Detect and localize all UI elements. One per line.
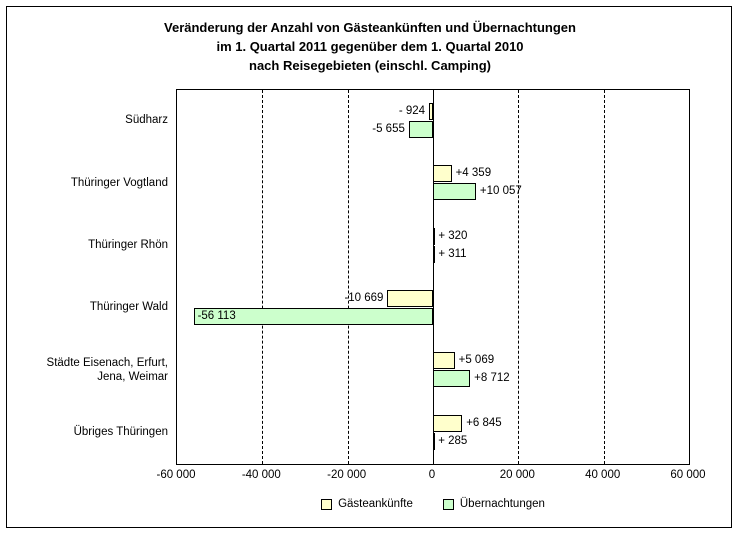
bar-value-label: -5 655 (372, 123, 405, 135)
legend-label: Gästeankünfte (338, 498, 413, 510)
chart-title-line-2: im 1. Quartal 2011 gegenüber dem 1. Quartal 2010 (216, 39, 524, 54)
bar-value-label: +6 845 (466, 416, 502, 429)
bar-0 (387, 290, 433, 307)
bar-1 (433, 433, 435, 450)
plot-area (176, 89, 690, 465)
x-axis-tick-label: 40 000 (585, 469, 621, 481)
bar-1 (433, 370, 470, 387)
chart-category-row (177, 215, 689, 277)
x-axis-tick-label: -20 000 (327, 469, 367, 481)
x-axis-tick-label: 60 000 (670, 469, 706, 481)
y-axis-label: Südharz (125, 114, 168, 127)
legend-item[interactable] (321, 498, 413, 510)
y-axis-label: Städte Eisenach, Erfurt, Jena, Weimar (46, 356, 168, 383)
legend-swatch-icon (321, 499, 332, 510)
bar-1 (409, 121, 433, 138)
bar-value-label: +5 069 (458, 354, 495, 367)
bar-value-label: -56 113 (197, 310, 236, 322)
x-axis-tick-label: 0 (428, 469, 436, 481)
chart-legend (176, 498, 690, 510)
chart-category-row (177, 90, 689, 152)
legend-item[interactable] (443, 498, 545, 510)
legend-label: Übernachtungen (459, 498, 545, 510)
y-axis-label: Thüringer Rhön (88, 238, 168, 251)
bar-value-label: + 285 (438, 434, 468, 447)
bar-0 (433, 352, 455, 369)
y-axis-label: Übriges Thüringen (73, 425, 168, 438)
y-axis-label: Thüringer Vogtland (70, 176, 168, 189)
bar-0 (433, 415, 462, 432)
chart-category-row (177, 339, 689, 401)
x-axis-tick-label: -60 000 (156, 469, 196, 481)
chart-title-line-1: Veränderung der Anzahl von Gästeankünften und Übernachtungen (164, 20, 576, 35)
bar-value-label: + 320 (438, 229, 468, 242)
legend-swatch-icon (443, 499, 454, 510)
x-axis-tick-label: 20 000 (499, 469, 535, 481)
bar-value-label: +8 712 (474, 372, 510, 385)
chart-title-line-3: nach Reisegebieten (einschl. Camping) (249, 58, 491, 73)
bar-0 (429, 103, 433, 120)
bar-0 (433, 165, 452, 182)
y-axis-category-labels (0, 89, 176, 465)
y-axis-label: Thüringer Wald (89, 301, 168, 314)
bar-value-label: -10 669 (344, 292, 384, 304)
bar-1 (433, 246, 435, 263)
x-axis-tick-label: -40 000 (241, 469, 281, 481)
chart-category-row (177, 277, 689, 339)
x-axis-tick-labels (156, 469, 706, 487)
bar-value-label: +10 057 (479, 185, 522, 198)
chart-category-row (177, 152, 689, 214)
bar-1 (433, 183, 476, 200)
chart-category-row (177, 402, 689, 464)
bar-0 (433, 228, 435, 245)
bar-value-label: +4 359 (455, 167, 492, 180)
chart-title (60, 18, 680, 75)
bar-value-label: + 311 (438, 247, 467, 260)
bar-value-label: - 924 (398, 105, 426, 117)
